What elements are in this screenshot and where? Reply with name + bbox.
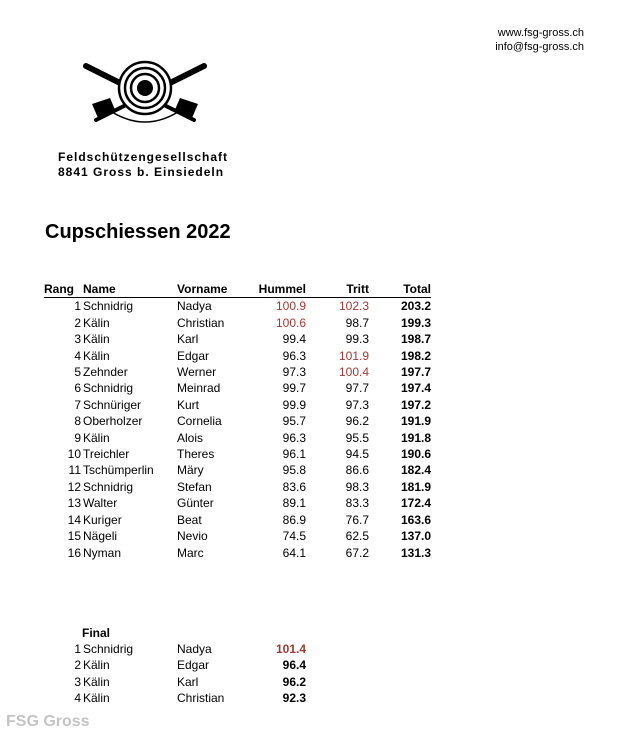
final-cell-score: 96.2 bbox=[282, 674, 306, 689]
cell-total: 191.8 bbox=[400, 430, 431, 445]
table-row bbox=[44, 446, 431, 462]
cell-rang: 6 bbox=[74, 381, 81, 396]
final-cell-name: Kälin bbox=[83, 674, 110, 689]
cell-tritt: 86.6 bbox=[345, 463, 369, 478]
cell-tritt: 97.3 bbox=[345, 397, 369, 412]
table-row bbox=[44, 462, 431, 478]
cell-name: Zehnder bbox=[83, 365, 128, 380]
table-row bbox=[44, 528, 431, 544]
cell-hummel: 100.6 bbox=[275, 315, 306, 330]
cell-tritt: 94.5 bbox=[345, 447, 369, 462]
table-row bbox=[44, 364, 431, 380]
cell-name: Kälin bbox=[83, 332, 110, 347]
cell-tritt: 99.3 bbox=[345, 332, 369, 347]
cell-hummel: 96.3 bbox=[282, 430, 306, 445]
cell-hummel: 95.7 bbox=[282, 414, 306, 429]
org-address: 8841 Gross b. Einsiedeln bbox=[58, 165, 225, 179]
cell-name: Nägeli bbox=[83, 529, 118, 544]
organization-block bbox=[58, 150, 228, 180]
col-vorname: Vorname bbox=[177, 282, 228, 296]
cell-total: 199.3 bbox=[400, 315, 431, 330]
cell-rang: 10 bbox=[67, 447, 81, 462]
final-cell-score: 101.4 bbox=[275, 642, 306, 656]
final-row bbox=[44, 690, 306, 706]
final-cell-vorname: Christian bbox=[177, 691, 225, 706]
cell-total: 131.3 bbox=[400, 545, 431, 560]
final-cell-rang: 4 bbox=[74, 691, 81, 706]
final-cell-rang: 3 bbox=[74, 674, 81, 689]
table-row bbox=[44, 331, 431, 347]
cell-hummel: 89.1 bbox=[282, 496, 306, 511]
cell-vorname: Kurt bbox=[177, 397, 200, 412]
table-row bbox=[44, 479, 431, 495]
cell-hummel: 100.9 bbox=[275, 299, 306, 314]
cell-rang: 8 bbox=[74, 414, 81, 429]
club-logo bbox=[82, 58, 208, 132]
cell-tritt: 102.3 bbox=[338, 299, 369, 314]
cell-vorname: Werner bbox=[177, 365, 217, 380]
cell-hummel: 99.9 bbox=[282, 397, 306, 412]
table-row bbox=[44, 413, 431, 429]
cell-vorname: Stefan bbox=[177, 479, 212, 494]
table-row bbox=[44, 380, 431, 396]
cell-name: Treichler bbox=[83, 447, 130, 462]
target-with-crossed-rifles-icon bbox=[82, 58, 208, 132]
col-hummel: Hummel bbox=[258, 282, 306, 296]
cell-vorname: Beat bbox=[177, 512, 202, 527]
final-cell-name: Kälin bbox=[83, 691, 110, 706]
cell-tritt: 95.5 bbox=[345, 430, 369, 445]
table-row bbox=[44, 397, 431, 413]
cell-hummel: 83.6 bbox=[282, 479, 306, 494]
cell-tritt: 98.7 bbox=[345, 315, 369, 330]
cell-rang: 13 bbox=[67, 496, 81, 511]
cell-name: Schnidrig bbox=[83, 299, 134, 314]
table-row bbox=[44, 495, 431, 511]
cell-tritt: 100.4 bbox=[338, 365, 369, 380]
cell-vorname: Marc bbox=[177, 545, 204, 560]
cell-name: Kälin bbox=[83, 348, 110, 363]
cell-name: Schnüriger bbox=[83, 397, 142, 412]
cell-name: Schnidrig bbox=[83, 479, 134, 494]
cell-vorname: Nevio bbox=[177, 529, 208, 544]
table-row bbox=[44, 545, 431, 561]
org-name: Feldschützengesellschaft bbox=[58, 150, 229, 164]
col-rang: Rang bbox=[44, 282, 74, 296]
cell-total: 181.9 bbox=[400, 479, 431, 494]
cell-hummel: 96.3 bbox=[282, 348, 306, 363]
cell-name: Walter bbox=[83, 496, 118, 511]
final-cell-rang: 1 bbox=[74, 642, 81, 656]
cell-name: Schnidrig bbox=[83, 381, 134, 396]
final-cell-name: Kälin bbox=[83, 658, 110, 673]
cell-total: 163.6 bbox=[400, 512, 431, 527]
cell-vorname: Märy bbox=[177, 463, 204, 478]
cell-vorname: Meinrad bbox=[177, 381, 221, 396]
final-row bbox=[44, 657, 306, 673]
cell-rang: 16 bbox=[67, 545, 81, 560]
cell-vorname: Edgar bbox=[177, 348, 210, 363]
cell-vorname: Theres bbox=[177, 447, 215, 462]
cell-hummel: 99.4 bbox=[282, 332, 306, 347]
final-row bbox=[44, 641, 306, 657]
final-cell-rang: 2 bbox=[74, 658, 81, 673]
email-link[interactable]: info@fsg-gross.ch bbox=[495, 41, 584, 53]
cell-tritt: 97.7 bbox=[345, 381, 369, 396]
cell-rang: 7 bbox=[74, 397, 81, 412]
cell-rang: 5 bbox=[74, 365, 81, 380]
cell-total: 182.4 bbox=[400, 463, 431, 478]
cell-vorname: Nadya bbox=[177, 299, 212, 314]
cell-total: 137.0 bbox=[400, 529, 431, 544]
final-cell-vorname: Edgar bbox=[177, 658, 210, 673]
footer-watermark: FSG Gross bbox=[6, 713, 90, 730]
cell-rang: 4 bbox=[74, 348, 81, 363]
final-cell-vorname: Karl bbox=[177, 674, 199, 689]
cell-total: 197.7 bbox=[400, 365, 431, 380]
cell-total: 197.4 bbox=[400, 381, 431, 396]
final-heading: Final bbox=[82, 626, 111, 640]
cell-total: 198.7 bbox=[400, 332, 431, 347]
cell-rang: 9 bbox=[74, 430, 81, 445]
cell-total: 198.2 bbox=[400, 348, 431, 363]
table-row bbox=[44, 430, 431, 446]
cell-hummel: 86.9 bbox=[282, 512, 306, 527]
cell-vorname: Karl bbox=[177, 332, 199, 347]
results-table bbox=[44, 281, 431, 561]
table-row bbox=[44, 512, 431, 528]
cell-name: Oberholzer bbox=[83, 414, 143, 429]
table-row bbox=[44, 348, 431, 364]
cell-hummel: 74.5 bbox=[282, 529, 306, 544]
final-cell-vorname: Nadya bbox=[177, 642, 212, 656]
col-total: Total bbox=[403, 282, 431, 296]
cell-tritt: 96.2 bbox=[345, 414, 369, 429]
page-title: Cupschiessen 2022 bbox=[45, 221, 231, 243]
col-name: Name bbox=[83, 282, 116, 296]
cell-hummel: 97.3 bbox=[282, 365, 306, 380]
cell-rang: 12 bbox=[67, 479, 81, 494]
cell-hummel: 95.8 bbox=[282, 463, 306, 478]
final-cell-name: Schnidrig bbox=[83, 642, 134, 656]
table-row bbox=[44, 298, 431, 315]
cell-rang: 1 bbox=[74, 299, 81, 314]
cell-hummel: 64.1 bbox=[282, 545, 306, 560]
final-cell-score: 96.4 bbox=[282, 658, 306, 673]
cell-tritt: 76.7 bbox=[345, 512, 369, 527]
cell-tritt: 67.2 bbox=[345, 545, 369, 560]
cell-total: 172.4 bbox=[400, 496, 431, 511]
cell-rang: 15 bbox=[67, 529, 81, 544]
cell-tritt: 83.3 bbox=[345, 496, 369, 511]
cell-tritt: 101.9 bbox=[338, 348, 369, 363]
cell-tritt: 62.5 bbox=[345, 529, 369, 544]
cell-vorname: Alois bbox=[177, 430, 204, 445]
cell-hummel: 99.7 bbox=[282, 381, 306, 396]
cell-name: Kälin bbox=[83, 315, 110, 330]
cell-total: 197.2 bbox=[400, 397, 431, 412]
cell-rang: 3 bbox=[74, 332, 81, 347]
cell-name: Nyman bbox=[83, 545, 122, 560]
cell-rang: 11 bbox=[68, 463, 81, 478]
cell-total: 203.2 bbox=[400, 299, 431, 314]
cell-total: 191.9 bbox=[400, 414, 431, 429]
website-link[interactable]: www.fsg-gross.ch bbox=[497, 27, 584, 39]
final-cell-score: 92.3 bbox=[282, 691, 306, 706]
final-row bbox=[44, 674, 306, 690]
col-tritt: Tritt bbox=[346, 282, 369, 296]
cell-name: Tschümperlin bbox=[83, 463, 154, 478]
cell-rang: 2 bbox=[74, 315, 81, 330]
cell-total: 190.6 bbox=[400, 447, 431, 462]
cell-hummel: 96.1 bbox=[282, 447, 306, 462]
cell-vorname: Cornelia bbox=[177, 414, 222, 429]
cell-vorname: Günter bbox=[177, 496, 214, 511]
table-header-row bbox=[44, 281, 431, 298]
cell-rang: 14 bbox=[67, 512, 81, 527]
final-table bbox=[44, 641, 306, 707]
cell-vorname: Christian bbox=[177, 315, 225, 330]
contact-info bbox=[495, 26, 584, 54]
cell-tritt: 98.3 bbox=[345, 479, 369, 494]
table-row bbox=[44, 315, 431, 331]
cell-name: Kuriger bbox=[83, 512, 122, 527]
cell-name: Kälin bbox=[83, 430, 110, 445]
